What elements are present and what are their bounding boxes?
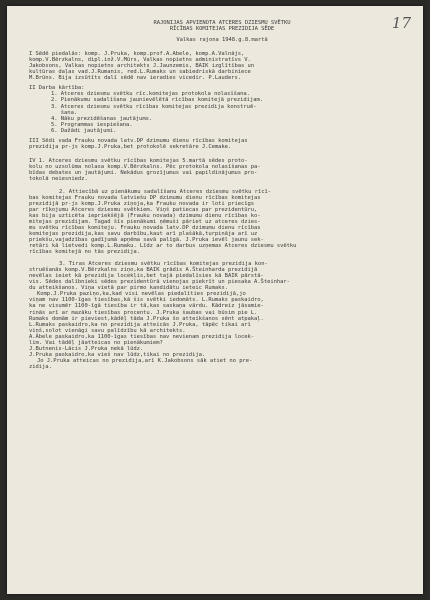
- text-line: M.Brūns. Bija izsūtīts dalī sēdē nav ieradies vicedir. P.Lauders.: [29, 74, 241, 81]
- text-line: nevēlas ieiet kā prezidija locekļis,bet tajā piedalīsies kā BAIK pārstā-: [29, 273, 264, 280]
- text-line: Jakobsons, Valkas nopietns architekts J.Jaunzemis, BAIK izglītības un: [29, 62, 255, 69]
- text-line: struēšanās komp.V.Bērzkalns ziņo,ka BAIK grādis A.Šteinharda prezidijā: [29, 267, 258, 274]
- agenda-item: 2. Pienākumu sadalīšana jaunievēlētā rīcības komitejā prezidijam.: [51, 97, 263, 104]
- agenda-item: 5. Programmas iespiešana.: [51, 121, 133, 128]
- agenda-item: 4. Nāku prezidēšanas jautājums.: [51, 115, 153, 122]
- document-body: [29, 20, 415, 370]
- section-four: [29, 158, 415, 291]
- text-line: IV 1. Atceres dziesmu svētku rīcības komitejas 5.martā sēdes proto-: [29, 158, 248, 165]
- text-line: zidija.: [29, 363, 52, 370]
- header-line: RĪCĪBAS KOMITEJAS PREZIDIJA SĒDE: [169, 26, 275, 33]
- agenda-item: 3. Atceres dziesmu svētku rīcības komitejas prezidija konstruē-: [51, 103, 257, 110]
- text-line: mitejas prezidijam. Tagad šīs pienākumi ņēmuši pāriet uz atceres dzies-: [29, 218, 261, 225]
- text-line: bas komitejas Frauku novada latviešu DP dzimumu dienu rīcības komitejas: [29, 194, 261, 201]
- text-line: III Sēdi vada Frauku novada latv.DP dzimumu dienu rīcības komitejas: [29, 138, 248, 145]
- text-line: kolu no uzsolūma nolasa komp.V.Bērzkalns. Pēc protokola nolasīšanas pa-: [29, 164, 261, 171]
- text-line: 2. Attiecībā uz pienākumu sadalīšanu Atceres dziesmu svētku rīcī-: [59, 188, 271, 195]
- text-line: 3. Tiras Atceres dziesmu svētku rīcības komitejas prezidija kon-: [59, 261, 268, 268]
- text-line: I Sēdē piedalās: komp. J.Pruka, komp.prof.A.Abele, komp.A.Valnājs,: [29, 50, 245, 57]
- header-line: RAJONIJAS APVIENOTA ATCERES DZIESMU SVĒTKU: [153, 20, 291, 26]
- text-line: prezidijā pr-js komp.J.Pruka ziņoja,ka Frauku novada ir loti priecīgs: [29, 200, 255, 207]
- text-line: prezidija pr-js komp.J.Pruka,bet protokolē sekretāre J.Cemake.: [29, 144, 232, 151]
- text-line: kultūras daļas vad.J.Rumanis, red.L.Rumaks un sabiedriskā darbiniece: [29, 68, 251, 75]
- text-line: kas bija uzticēta iepriekšējā (Frauku novada) dzimumu dienu rīcības ko-: [29, 212, 261, 219]
- text-line: retāri kā lietvedi komp.L.Rumaku. Līdz ar to darbus uzņemas Atceres dziesmu svētku: [29, 243, 297, 249]
- text-line: viņam nav 1100-īgas tiesības,kā šis svētki iedomāts. L.Rumaks paskaidro,: [29, 297, 264, 304]
- text-line: ka ne visumēr 1100-īgā tiesība ir tā,kas saskaņa vārdu. Kādreiz jāsamie-: [29, 303, 264, 310]
- agenda-item: 1. Atceres dziesmu svētku rīc.komitejas protokola nolasīšana.: [51, 91, 250, 98]
- agenda-item: šana.: [51, 109, 78, 116]
- text-line: rinās arī ar mazāku tiesības procentu. J.Pruka šaubas vai būsim pie L.: [29, 309, 258, 316]
- text-line: mu svētku rīcības komiteju. Frauku novada latv.DP dzimumu dienu rīcības: [29, 224, 261, 231]
- text-line: A.Abele paskaidro,ka 1100-īgas tiesības nav nevienam prezidija locek-: [29, 333, 255, 340]
- text-line: bīdas debates un jautājumi. Nekādus grozījumus vai papildinājumus pro-: [29, 170, 258, 177]
- text-line: viņš,solot vienāgi savu palīdzību kā architekts.: [29, 327, 186, 334]
- section-four-continued: [29, 291, 415, 370]
- document-header: [29, 20, 415, 32]
- text-line: Jo J.Pruka atteicas no prezidija,arī K.Jakobsons sāk atiet no pre-: [37, 357, 253, 364]
- text-line: par rīkojumu Atceres dziesmu svētkiem. Viņš patiecas par prezidentūru,: [29, 206, 258, 213]
- text-line: lim. Vai tādēļ jāatteicas no pienākumiem?: [29, 339, 163, 346]
- text-line: Rumaks domām ir pieviest,kādēļ tāda J.Pruka šo atteikšanos sēnt atpakaļ.: [29, 315, 264, 322]
- section-three: [29, 138, 415, 150]
- text-line: Komp.J.Pruka paziņo,ka,kad visi nevēlas piedalīties prezidijā,jo: [37, 291, 246, 298]
- text-line: komitejas prezidija,kas savu darbību,kaut arī plašākā,turpināja arī uz: [29, 230, 258, 237]
- text-line: vis. Sēdes dalībnieki sēdes prezidentūrā vienojas piekrīt un piesaka A.Šteinhar-: [29, 279, 290, 286]
- agenda-item: 6. Dažādi jautājumi.: [51, 127, 117, 134]
- text-line: tokolā neiesniedz.: [29, 176, 88, 183]
- date-line: Valkas rajona 1948.g.8.martā: [176, 36, 268, 43]
- text-line: J.Pruka paskaidro,ka vieš nav lūdz,tikai no prezidija.: [29, 351, 206, 358]
- document-page: [7, 6, 423, 594]
- agenda-section: [29, 85, 415, 133]
- agenda-title: II Darba kārtība:: [29, 85, 85, 92]
- text-line: du atteikšanos. Viņa vietā par pirmo kandidātu ieteic Rumaks.: [29, 285, 228, 292]
- text-line: L.Rumaks paskaidro,ka no prezidija atteicās J.Pruka, tāpēc tikai arī: [29, 321, 251, 328]
- text-line: J.Butnenis-Lācis J.Pruka nekā lūdz.: [29, 345, 144, 352]
- attendance-section: [29, 51, 415, 81]
- page-number: 17: [391, 14, 411, 32]
- text-line: rīcības komitejā no tās prezidija.: [29, 249, 140, 256]
- text-line: komp.V.Bērzkalns, dipl.inž.V.Mūrs, Valkas nopietns administratīvs V.: [29, 56, 251, 63]
- text-line: priekšu,vajadzības gadījumā apņēma savā palīgā. J.Pruka ievēl jaunu sek-: [29, 236, 264, 243]
